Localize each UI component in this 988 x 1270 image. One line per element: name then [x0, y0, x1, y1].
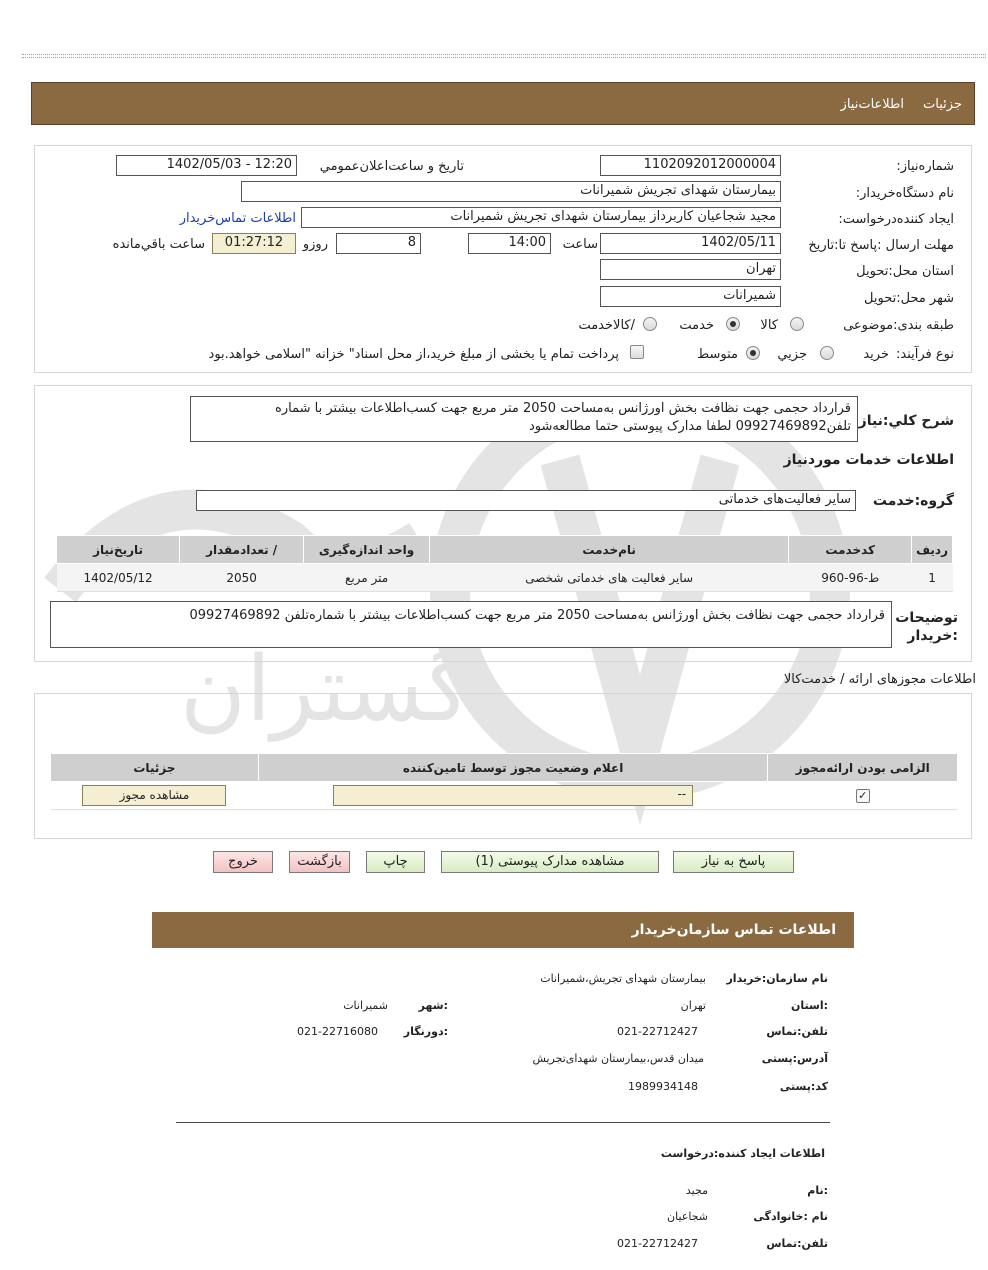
svg-text:گستران: گستران: [180, 637, 472, 742]
creator-label: ایجاد کننده‌درخواست:: [838, 212, 954, 227]
deadline-label: مهلت ارسال :پاسخ تا:تاریخ: [808, 238, 954, 253]
province-label: استان محل:تحویل: [856, 264, 954, 279]
need-info-panel: [34, 145, 972, 373]
attachments-button[interactable]: مشاهده مدارک پیوستی (1): [441, 851, 659, 873]
exit-button[interactable]: خروج: [213, 851, 273, 873]
col-permit-details: جزئیات: [51, 754, 259, 782]
category-option-service: خدمت: [679, 318, 714, 333]
buyer-org-field: بیمارستان شهدای تجریش شمیرانات: [241, 181, 781, 202]
announce-label: تاریخ و ساعت‌اعلان‌عمومي: [319, 159, 464, 174]
deadline-hour-field: 14:00: [468, 233, 551, 254]
address-label: آدرس:پستی: [761, 1052, 828, 1065]
city-contact-label: :شهر: [418, 999, 448, 1012]
postal-code-value: 1989934148: [628, 1080, 698, 1093]
postal-code-label: کد:پستی: [779, 1080, 828, 1093]
service-group-label: گروه:خدمت: [872, 493, 954, 509]
tab-details[interactable]: جزئیات: [923, 97, 962, 112]
days-label: روزو: [302, 237, 328, 252]
process-radio-minor[interactable]: [820, 346, 834, 360]
creator-family-label: نام :خانوادگی: [753, 1210, 828, 1223]
deadline-date-field: 1402/05/11: [600, 233, 781, 254]
process-option-medium: متوسط: [697, 347, 738, 362]
cell-row: 1: [912, 564, 953, 592]
org-name-value: بیمارستان شهدای تجریش،شمیرانات: [540, 972, 706, 985]
col-service-code: کدخدمت: [789, 536, 912, 564]
province-field: تهران: [600, 259, 781, 280]
buyer-notes-text: قرارداد حجمی جهت نظافت بخش اورژانس به‌مساحت 2050 متر مربع جهت کسب‌اطلاعات بیشتر با شماره‌تلفن 09927469892: [50, 601, 892, 648]
top-divider: [22, 54, 986, 58]
creator-name-value: مجید: [685, 1184, 708, 1197]
process-buy: خرید: [863, 347, 889, 362]
fax-value: 021-22716080: [297, 1025, 378, 1038]
back-button[interactable]: بازگشت: [289, 851, 350, 873]
city-field: شمیرانات: [600, 286, 781, 307]
city-contact-value: شمیرانات: [343, 999, 388, 1012]
fax-label: :دورنگار: [403, 1025, 448, 1038]
col-service-name: نام‌خدمت: [430, 536, 789, 564]
category-label: طبقه بندی:موضوعی: [843, 318, 954, 333]
services-heading: اطلاعات خدمات موردنیاز: [783, 452, 954, 468]
print-button[interactable]: چاپ: [366, 851, 425, 873]
treasury-payment-note: پرداخت تمام یا بخشی از مبلغ خرید،از محل اسناد" خزانه "اسلامی خواهد.بود: [208, 347, 619, 362]
col-unit: واحد اندازه‌گیری: [304, 536, 430, 564]
province-contact-value: تهران: [680, 999, 706, 1012]
category-radio-goods[interactable]: [790, 317, 804, 331]
phone-label: تلفن:تماس: [766, 1025, 828, 1038]
city-label: شهر محل:تحویل: [864, 291, 954, 306]
buyer-notes-label: توضیحات :خریدار: [895, 610, 958, 644]
summary-label: شرح کلي:نیاز: [858, 413, 954, 429]
permits-title: اطلاعات مجوزهای ارائه / خدمت‌کالا: [783, 672, 976, 687]
col-permit-status: اعلام وضعیت مجوز توسط تامین‌کننده: [258, 754, 768, 782]
deadline-hour-label: ساعت: [562, 237, 598, 252]
announce-field: 1402/05/03 - 12:20: [116, 155, 297, 176]
summary-text: قرارداد حجمی جهت نظافت بخش اورژانس به‌مساحت 2050 متر مربع جهت کسب‌اطلاعات بیشتر با شماره تلفن09927469892 لطفا مدارک پیوستی حتما مطالعه‌شود: [190, 396, 858, 442]
cell-service-name: سایر فعالیت های خدماتی شخصی: [430, 564, 789, 592]
cell-need-date: 1402/05/12: [57, 564, 180, 592]
items-table: [56, 535, 953, 592]
creator-info-heading: اطلاعات ایجاد کننده:درخواست: [660, 1147, 825, 1160]
category-option-goods-service: /کالاخدمت: [578, 318, 635, 333]
need-number-field: 1102092012000004: [600, 155, 781, 176]
province-contact-label: :استان: [791, 999, 828, 1012]
cell-unit: متر مربع: [304, 564, 430, 592]
contact-section-bar: [152, 912, 854, 948]
view-permit-button[interactable]: مشاهده مجوز: [82, 785, 226, 806]
cell-service-code: ط-96-960: [789, 564, 912, 592]
phone-value: 021-22712427: [617, 1025, 698, 1038]
col-need-date: تاریخ‌نیاز: [57, 536, 180, 564]
creator-phone-label: تلفن:تماس: [766, 1237, 828, 1250]
buyer-org-label: نام دستگاه‌خریدار:: [855, 186, 954, 201]
org-name-label: نام سازمان:خریدار: [726, 972, 828, 985]
header-bar: [31, 82, 975, 125]
days-field: 8: [336, 233, 421, 254]
process-label: نوع فرآیند:: [896, 347, 954, 362]
col-quantity: / تعدادمقدار: [180, 536, 304, 564]
contact-divider: [176, 1122, 830, 1123]
remaining-time-field: 01:27:12: [212, 233, 296, 254]
process-option-minor: جزیي: [777, 347, 807, 362]
address-value: میدان قدس،بیمارستان شهدای‌تجریش: [532, 1052, 704, 1065]
category-option-goods: کالا: [760, 318, 778, 333]
creator-name-label: :نام: [807, 1184, 828, 1197]
treasury-payment-checkbox[interactable]: [630, 345, 644, 359]
permit-status-field[interactable]: --: [333, 785, 693, 806]
col-permit-required: الزامی بودن ارائه‌مجوز: [768, 754, 958, 782]
category-radio-service[interactable]: [726, 317, 740, 331]
process-radio-medium[interactable]: [746, 346, 760, 360]
service-group-field: سایر فعالیت‌های خدماتی: [196, 490, 856, 511]
buyer-contact-link[interactable]: اطلاعات تماس‌خریدار: [179, 211, 296, 226]
need-number-label: شماره‌نیاز:: [896, 159, 954, 174]
remaining-label: ساعت باقي‌مانده: [112, 237, 205, 252]
col-row: ردیف: [912, 536, 953, 564]
permit-required-checkbox[interactable]: ✓: [856, 789, 870, 803]
table-row: [57, 564, 953, 592]
cell-quantity: 2050: [180, 564, 304, 592]
contact-section-title: اطلاعات تماس سازمان‌خریدار: [631, 922, 836, 938]
creator-family-value: شجاعیان: [667, 1210, 708, 1223]
tab-need-info[interactable]: اطلاعات‌نیاز: [840, 97, 904, 112]
permits-table: [50, 753, 958, 810]
reply-button[interactable]: پاسخ به نیاز: [673, 851, 794, 873]
creator-phone-value: 021-22712427: [617, 1237, 698, 1250]
category-radio-goods-service[interactable]: [643, 317, 657, 331]
creator-field: مجید شجاعیان کاربرداز بیمارستان شهدای تجریش شمیرانات: [301, 207, 781, 228]
table-row: [51, 782, 958, 810]
